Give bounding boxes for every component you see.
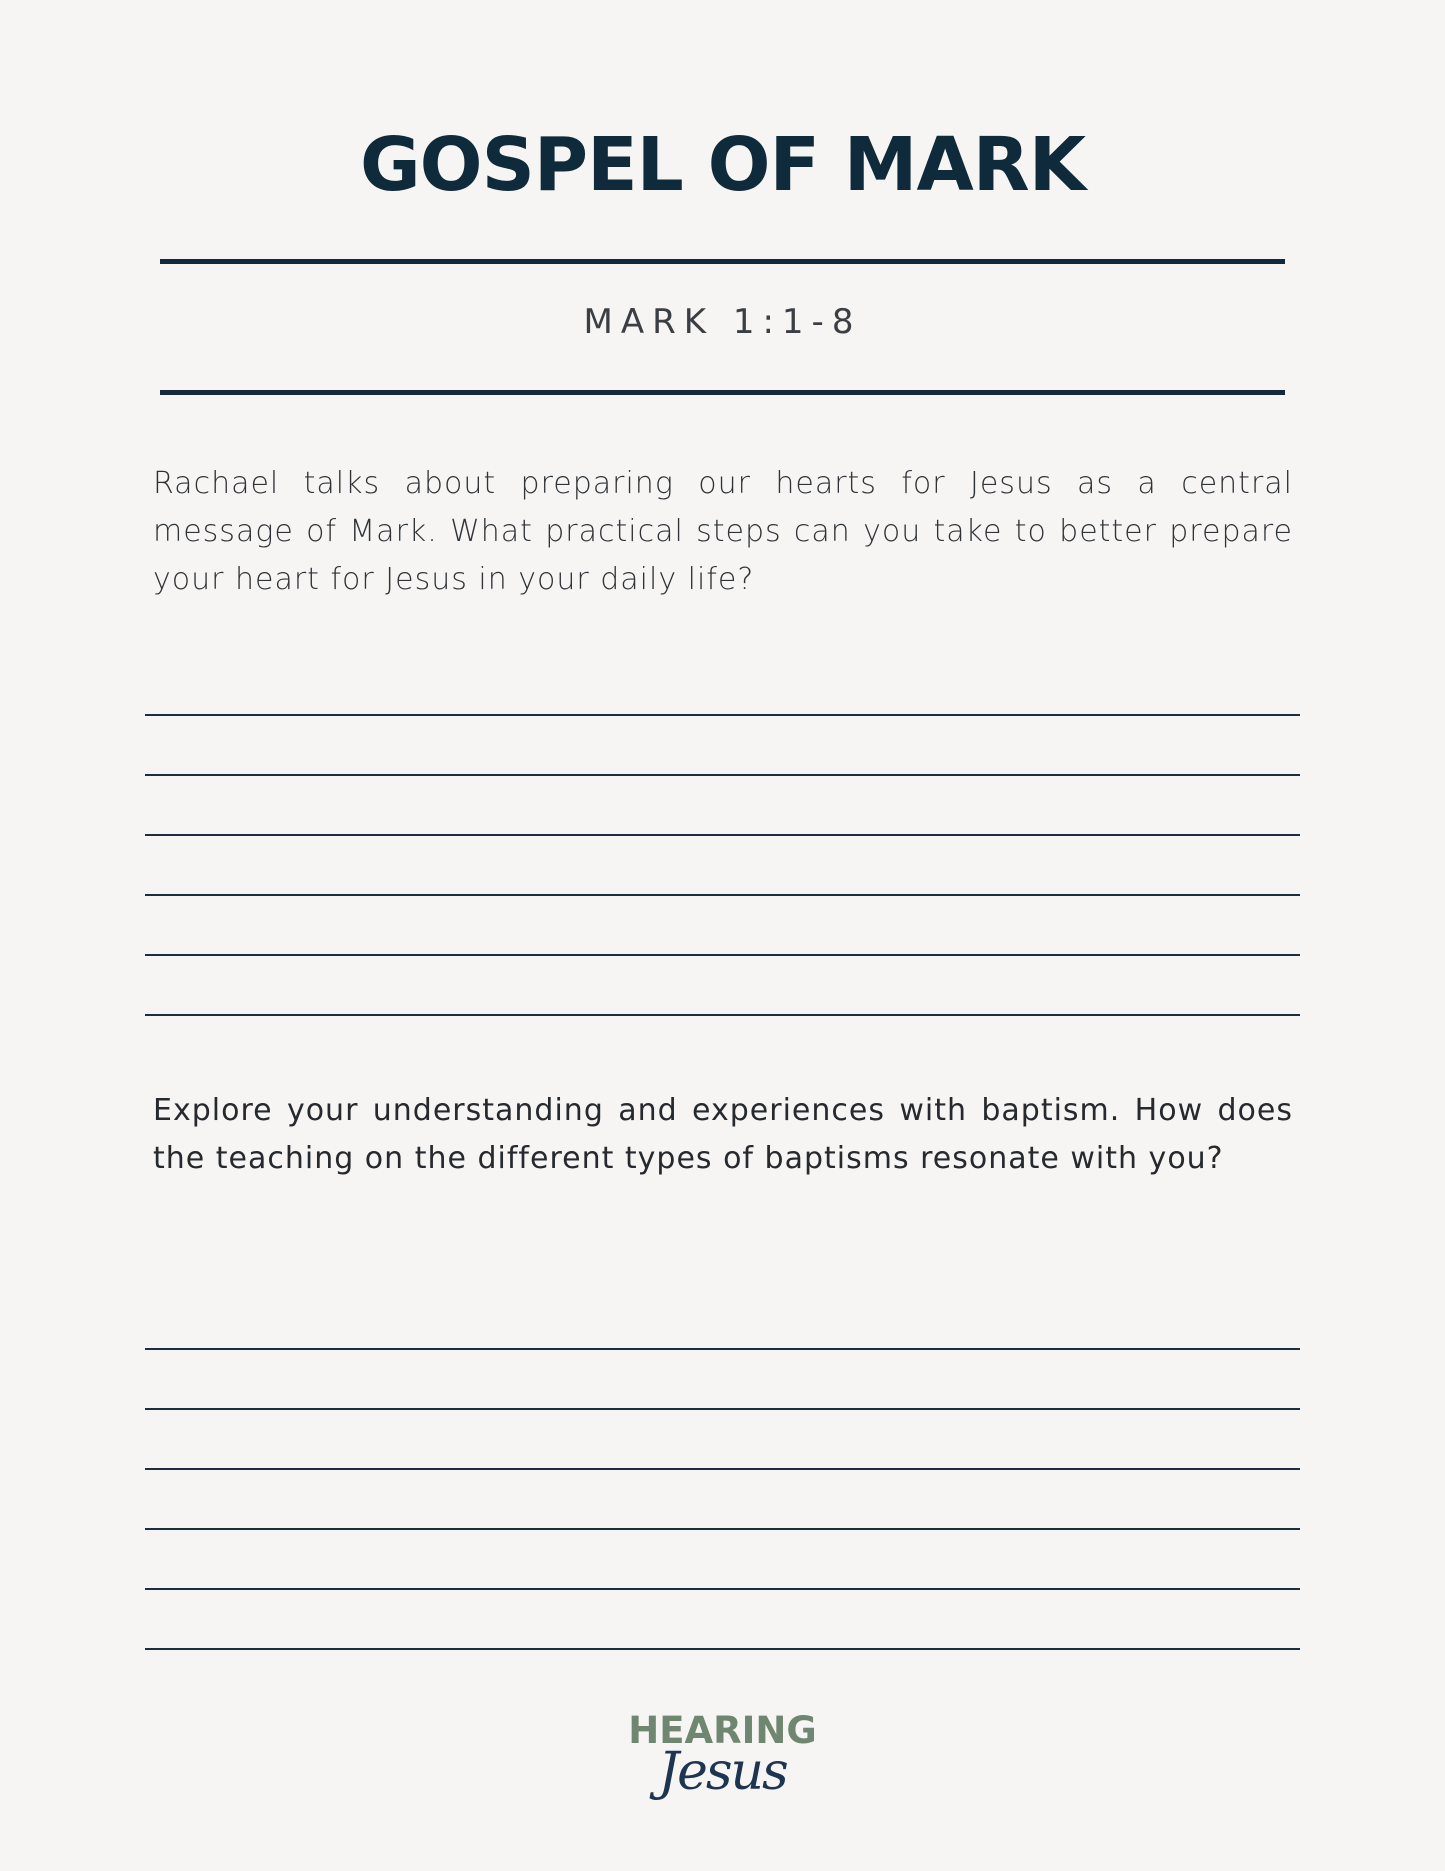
- brand-logo: [0, 1710, 1445, 1800]
- brand-logo-top: HEARING: [628, 1709, 817, 1752]
- question-2-text: Explore your understanding and experiences with baptism. How does the teaching on the different types of baptisms resonate with you?: [153, 1093, 1293, 1176]
- writing-line[interactable]: [145, 1468, 1300, 1470]
- writing-line[interactable]: [145, 1014, 1300, 1016]
- header-divider-bottom: [160, 390, 1285, 395]
- brand-logo-script: Jesus: [658, 1742, 787, 1802]
- header-divider-top: [160, 259, 1285, 264]
- writing-line[interactable]: [145, 714, 1300, 716]
- writing-line[interactable]: [145, 954, 1300, 956]
- writing-line[interactable]: [145, 1648, 1300, 1650]
- writing-line[interactable]: [145, 1528, 1300, 1530]
- writing-line[interactable]: [145, 834, 1300, 836]
- scripture-reference: MARK 1:1-8: [583, 302, 862, 342]
- writing-line[interactable]: [145, 1408, 1300, 1410]
- page-title: GOSPEL OF MARK: [359, 122, 1086, 208]
- writing-line[interactable]: [145, 774, 1300, 776]
- writing-line[interactable]: [145, 1348, 1300, 1350]
- writing-line[interactable]: [145, 1588, 1300, 1590]
- writing-line[interactable]: [145, 894, 1300, 896]
- question-1-text: Rachael talks about preparing our hearts for Jesus as a central message of Mark. What practical steps can you take to better prepare your heart for Jesus in your daily life?: [153, 466, 1293, 597]
